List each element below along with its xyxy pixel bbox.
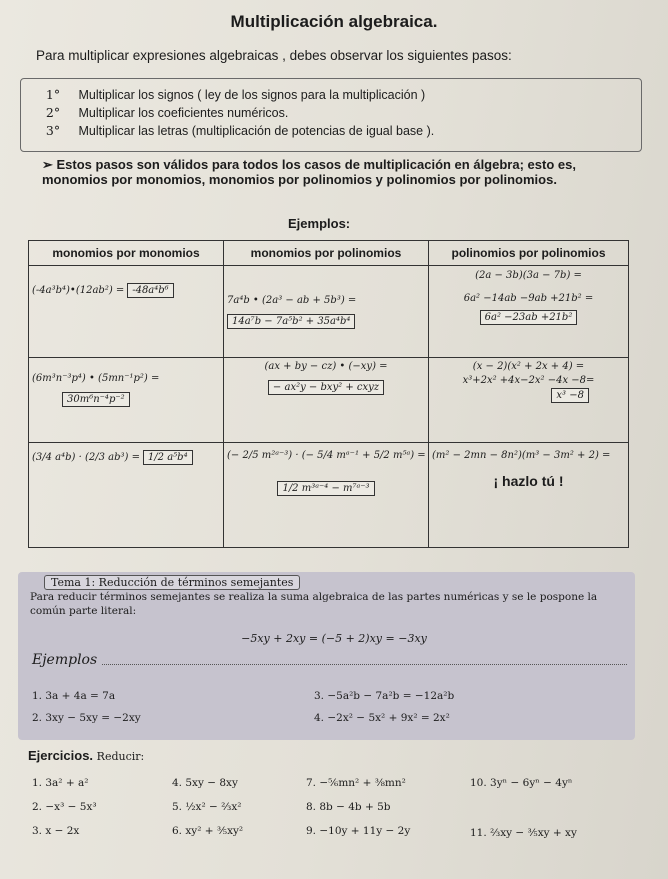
step-number: 3° (45, 123, 61, 138)
ejercicio-11: 11. ⅔xy − ⅗xy + xy (470, 827, 577, 839)
result: 1/2 m³ᵃ⁻⁴ − m⁷ᵃ⁻³ (277, 481, 374, 496)
expr: 7a⁴b • (2a³ − ab + 5b³) = (227, 295, 357, 306)
ejercicio-10: 10. 3yⁿ − 6yⁿ − 4yⁿ (470, 777, 573, 789)
result: 1/2 a⁵b⁴ (143, 450, 193, 465)
work: x³+2x² +4x−2x² −4x −8= (462, 375, 595, 386)
step-text: Multiplicar los signos ( ley de los signos para la multiplicación ) (78, 88, 426, 102)
ejercicio-5: 5. ½x² − ⅔x² (172, 801, 242, 813)
ejercicios-subtitle: Reducir: (96, 750, 145, 763)
tema-label: Tema 1: Reducción de términos semejantes (44, 575, 300, 590)
cell-mm-3 (29, 443, 224, 548)
work: 6a² −14ab −9ab +21b² = (463, 293, 594, 304)
hazlo-tu-text: ¡ hazlo tú ! (493, 473, 564, 489)
expr: (6m³n⁻³p⁴) • (5mn⁻¹p²) = (32, 373, 160, 384)
tema-example-4: 4. −2x² − 5x² + 9x² = 2x² (314, 712, 450, 724)
header-monomios-polinomios: monomios por polinomios (224, 241, 429, 266)
expr: (2a − 3b)(3a − 7b) = (475, 270, 582, 281)
cell-pp-1 (429, 266, 629, 358)
step-1 (31, 87, 425, 102)
step-2 (31, 105, 288, 120)
expr: (ax + by − cz) • (−xy) = (264, 361, 388, 372)
ejercicio-3: 3. x − 2x (32, 825, 80, 837)
step-text: Multiplicar los coeficientes numéricos. (78, 106, 289, 120)
ejemplo-label: Ejemplos (32, 652, 98, 668)
page-title: Multiplicación algebraica. (230, 12, 438, 31)
dotted-line (102, 664, 627, 665)
cell-pp-2 (429, 358, 629, 443)
intro-text: Para multiplicar expresiones algebraicas , debes observar los siguientes pasos: (36, 48, 512, 63)
expr: (x − 2)(x² + 2x + 4) = (472, 361, 585, 372)
expr: (3/4 a⁴b) · (2/3 ab³) = (32, 452, 140, 463)
ejercicio-2: 2. −x³ − 5x³ (32, 801, 97, 813)
result: − ax²y − bxy² + cxyz (268, 380, 384, 395)
step-number: 2° (45, 105, 61, 120)
cell-pp-3 (429, 443, 629, 548)
tema-example-1: 1. 3a + 4a = 7a (32, 690, 116, 702)
note-text: ➢ Estos pasos son válidos para todos los casos de multiplicación en álgebra; esto es, monomios por monomios, monomios por polinomios y polinomios por polinomios. (42, 157, 576, 187)
ejercicio-4: 4. 5xy − 8xy (172, 777, 238, 789)
result: -48a⁴b⁶ (127, 283, 173, 298)
expr: (− 2/5 m²ᵃ⁻³) · (− 5/4 mᵃ⁻¹ + 5/2 m⁵ᵃ) = (227, 450, 426, 461)
examples-table (28, 240, 629, 548)
cell-mm-1 (29, 266, 224, 358)
ejercicio-7: 7. −⅚mn² + ⅜mn² (306, 777, 406, 789)
ejercicio-1: 1. 3a² + a² (32, 777, 89, 789)
result: 6a² −23ab +21b² (480, 310, 578, 325)
expr: (-4a³b⁴)•(12ab²) = (32, 285, 125, 296)
step-3 (31, 123, 434, 138)
result: 30m⁶n⁻⁴p⁻² (62, 392, 130, 407)
cell-mp-3 (224, 443, 429, 548)
tema-text: Para reducir términos semejantes se realiza la suma algebraica de las partes numéricas y se le pospone la común parte literal: (30, 591, 598, 617)
tema-example-3: 3. −5a²b − 7a²b = −12a²b (314, 690, 455, 702)
ejercicios-title (28, 748, 144, 763)
ejercicio-9: 9. −10y + 11y − 2y (306, 825, 411, 837)
result: 14a⁷b − 7a⁵b² + 35a⁴b⁴ (227, 314, 355, 329)
tema-example-2: 2. 3xy − 5xy = −2xy (32, 712, 141, 724)
cell-mm-2 (29, 358, 224, 443)
expr: (m² − 2mn − 8n²)(m³ − 3m² + 2) = (432, 450, 611, 461)
ejercicio-8: 8. 8b − 4b + 5b (306, 801, 391, 813)
step-text: Multiplicar las letras (multiplicación de potencias de igual base ). (78, 124, 435, 138)
step-number: 1° (45, 87, 61, 102)
result: x³ −8 (551, 388, 589, 403)
tema-equation: −5xy + 2xy = (−5 + 2)xy = −3xy (241, 632, 427, 645)
cell-mp-2 (224, 358, 429, 443)
header-polinomios-polinomios: polinomios por polinomios (429, 241, 629, 266)
header-monomios-monomios: monomios por monomios (29, 241, 224, 266)
cell-mp-1 (224, 266, 429, 358)
examples-title: Ejemplos: (288, 216, 351, 231)
ejercicios-label: Ejercicios. (28, 748, 94, 763)
steps-box (20, 78, 642, 152)
ejercicio-6: 6. xy² + ⅗xy² (172, 825, 244, 837)
